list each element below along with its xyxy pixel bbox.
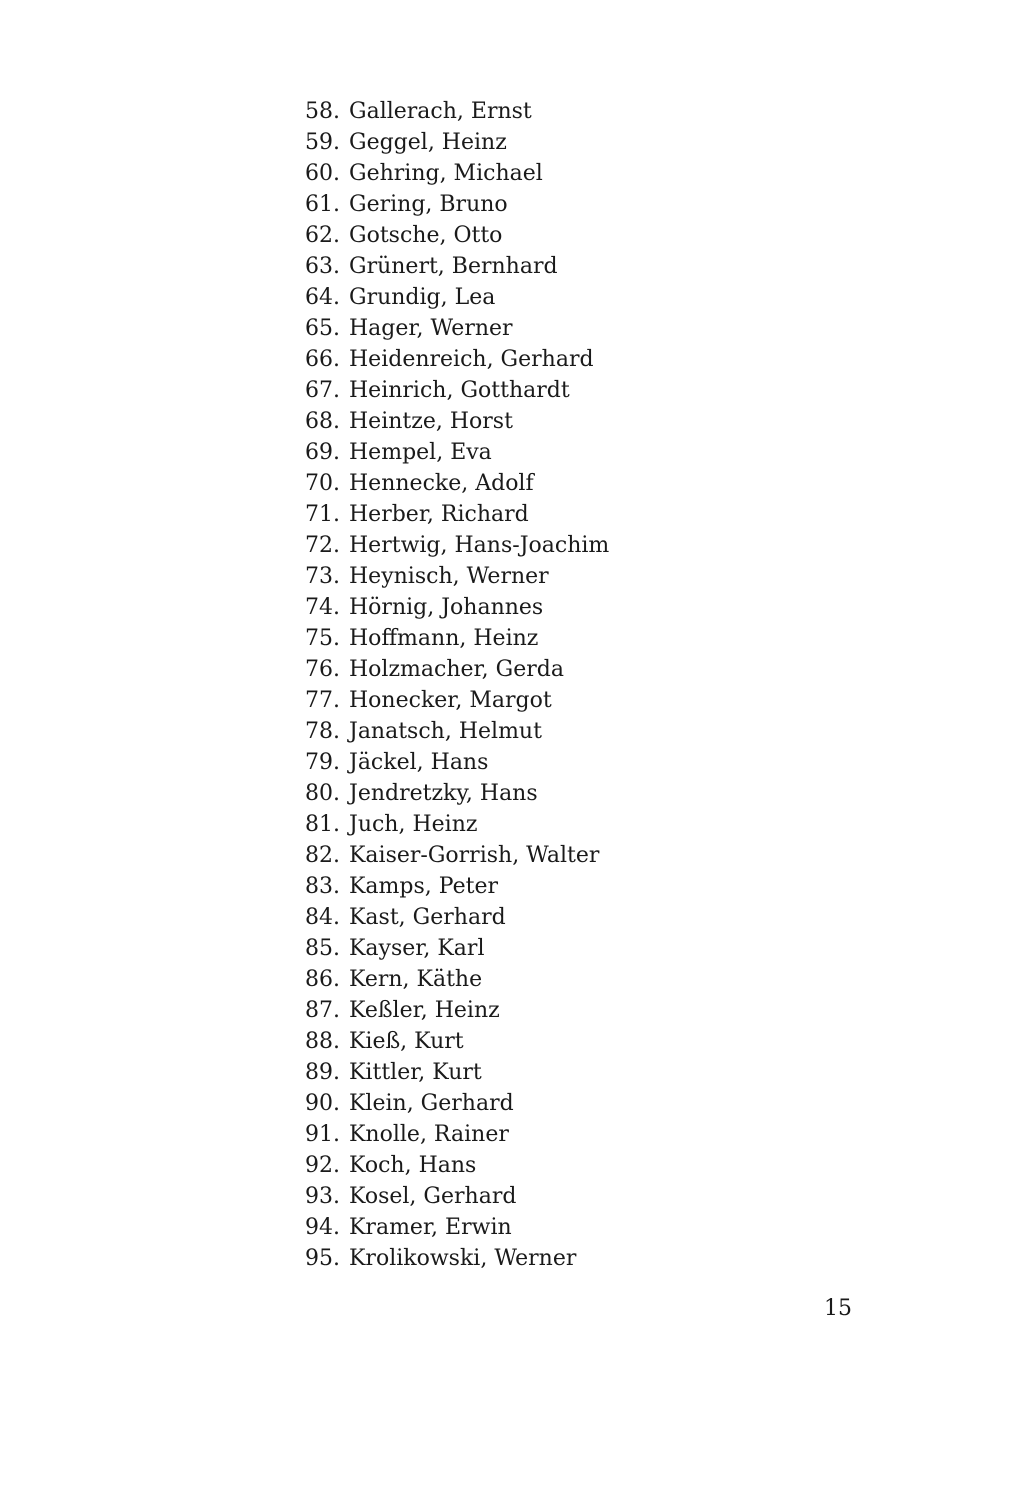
list-item — [296, 96, 609, 127]
entry-name: Holzmacher, Gerda — [349, 657, 564, 682]
entry-name: Klein, Gerhard — [349, 1091, 514, 1116]
entry-number: 81. — [305, 812, 340, 837]
list-item — [296, 1057, 609, 1088]
entry-name: Kern, Käthe — [349, 967, 483, 992]
entry-name: Heintze, Horst — [349, 409, 513, 434]
entry-name: Geggel, Heinz — [349, 130, 507, 155]
entry-name: Keßler, Heinz — [349, 998, 500, 1023]
entry-number: 92. — [305, 1153, 340, 1178]
entry-name: Koch, Hans — [349, 1153, 477, 1178]
page-number: 15 — [824, 1296, 852, 1321]
list-item — [296, 468, 609, 499]
entry-number: 90. — [305, 1091, 340, 1116]
entry-name: Hörnig, Johannes — [349, 595, 544, 620]
entry-number: 93. — [305, 1184, 340, 1209]
entry-number: 86. — [305, 967, 340, 992]
entry-number: 80. — [305, 781, 340, 806]
entry-name: Hertwig, Hans-Joachim — [349, 533, 610, 558]
entry-name: Jendretzky, Hans — [349, 781, 538, 806]
entry-name: Kieß, Kurt — [349, 1029, 464, 1054]
entry-name: Heinrich, Gotthardt — [349, 378, 570, 403]
list-item — [296, 220, 609, 251]
entry-name: Hager, Werner — [349, 316, 513, 341]
list-item — [296, 716, 609, 747]
list-item — [296, 747, 609, 778]
entry-name: Heynisch, Werner — [349, 564, 549, 589]
entry-name: Krolikowski, Werner — [349, 1246, 577, 1271]
list-item — [296, 592, 609, 623]
list-item — [296, 1181, 609, 1212]
entry-number: 59. — [305, 130, 340, 155]
entry-number: 61. — [305, 192, 340, 217]
entry-name: Juch, Heinz — [349, 812, 478, 837]
list-item — [296, 933, 609, 964]
entry-number: 74. — [305, 595, 340, 620]
entry-number: 85. — [305, 936, 340, 961]
list-item — [296, 1150, 609, 1181]
list-item — [296, 406, 609, 437]
list-item — [296, 499, 609, 530]
entry-number: 69. — [305, 440, 340, 465]
entry-name: Hennecke, Adolf — [349, 471, 534, 496]
list-item — [296, 871, 609, 902]
entry-name: Gallerach, Ernst — [349, 99, 532, 124]
entry-number: 65. — [305, 316, 340, 341]
list-item — [296, 1026, 609, 1057]
entry-number: 83. — [305, 874, 340, 899]
entry-number: 71. — [305, 502, 340, 527]
entry-name: Grundig, Lea — [349, 285, 496, 310]
entry-name: Kamps, Peter — [349, 874, 498, 899]
list-item — [296, 375, 609, 406]
list-item — [296, 158, 609, 189]
list-item — [296, 437, 609, 468]
entry-number: 75. — [305, 626, 340, 651]
list-item — [296, 1212, 609, 1243]
entry-number: 89. — [305, 1060, 340, 1085]
entry-number: 94. — [305, 1215, 340, 1240]
entry-number: 84. — [305, 905, 340, 930]
entry-name: Kayser, Karl — [349, 936, 485, 961]
entry-number: 77. — [305, 688, 340, 713]
list-item — [296, 1243, 609, 1274]
entry-number: 78. — [305, 719, 340, 744]
list-item — [296, 282, 609, 313]
entry-name: Gotsche, Otto — [349, 223, 503, 248]
entry-name: Kaiser-Gorrish, Walter — [349, 843, 600, 868]
list-item — [296, 809, 609, 840]
list-item — [296, 313, 609, 344]
list-item — [296, 685, 609, 716]
list-item — [296, 530, 609, 561]
entry-number: 73. — [305, 564, 340, 589]
entry-number: 62. — [305, 223, 340, 248]
entry-number: 76. — [305, 657, 340, 682]
list-item — [296, 623, 609, 654]
entry-number: 67. — [305, 378, 340, 403]
entry-number: 91. — [305, 1122, 340, 1147]
list-item — [296, 840, 609, 871]
entry-name: Gehring, Michael — [349, 161, 543, 186]
entry-number: 88. — [305, 1029, 340, 1054]
entry-number: 87. — [305, 998, 340, 1023]
entry-number: 82. — [305, 843, 340, 868]
entry-name: Kosel, Gerhard — [349, 1184, 517, 1209]
entry-name: Jäckel, Hans — [349, 750, 489, 775]
list-item — [296, 189, 609, 220]
list-item — [296, 127, 609, 158]
list-item — [296, 654, 609, 685]
list-item — [296, 778, 609, 809]
entry-name: Hoffmann, Heinz — [349, 626, 539, 651]
list-item — [296, 561, 609, 592]
list-item — [296, 344, 609, 375]
list-item — [296, 1088, 609, 1119]
list-item — [296, 902, 609, 933]
entry-number: 79. — [305, 750, 340, 775]
entry-name: Heidenreich, Gerhard — [349, 347, 594, 372]
entry-name: Kast, Gerhard — [349, 905, 506, 930]
entry-name: Kittler, Kurt — [349, 1060, 482, 1085]
entry-number: 66. — [305, 347, 340, 372]
entry-number: 72. — [305, 533, 340, 558]
entry-name: Hempel, Eva — [349, 440, 492, 465]
list-item — [296, 1119, 609, 1150]
entry-name: Kramer, Erwin — [349, 1215, 512, 1240]
entry-number: 70. — [305, 471, 340, 496]
entry-name: Gering, Bruno — [349, 192, 508, 217]
list-item — [296, 995, 609, 1026]
entry-name: Knolle, Rainer — [349, 1122, 509, 1147]
entry-number: 64. — [305, 285, 340, 310]
entry-number: 68. — [305, 409, 340, 434]
list-item — [296, 964, 609, 995]
entry-number: 95. — [305, 1246, 340, 1271]
list-item — [296, 251, 609, 282]
entry-number: 60. — [305, 161, 340, 186]
name-list — [296, 96, 609, 1274]
entry-name: Janatsch, Helmut — [349, 719, 542, 744]
entry-name: Grünert, Bernhard — [349, 254, 558, 279]
entry-name: Herber, Richard — [349, 502, 529, 527]
entry-name: Honecker, Margot — [349, 688, 552, 713]
entry-number: 58. — [305, 99, 340, 124]
entry-number: 63. — [305, 254, 340, 279]
